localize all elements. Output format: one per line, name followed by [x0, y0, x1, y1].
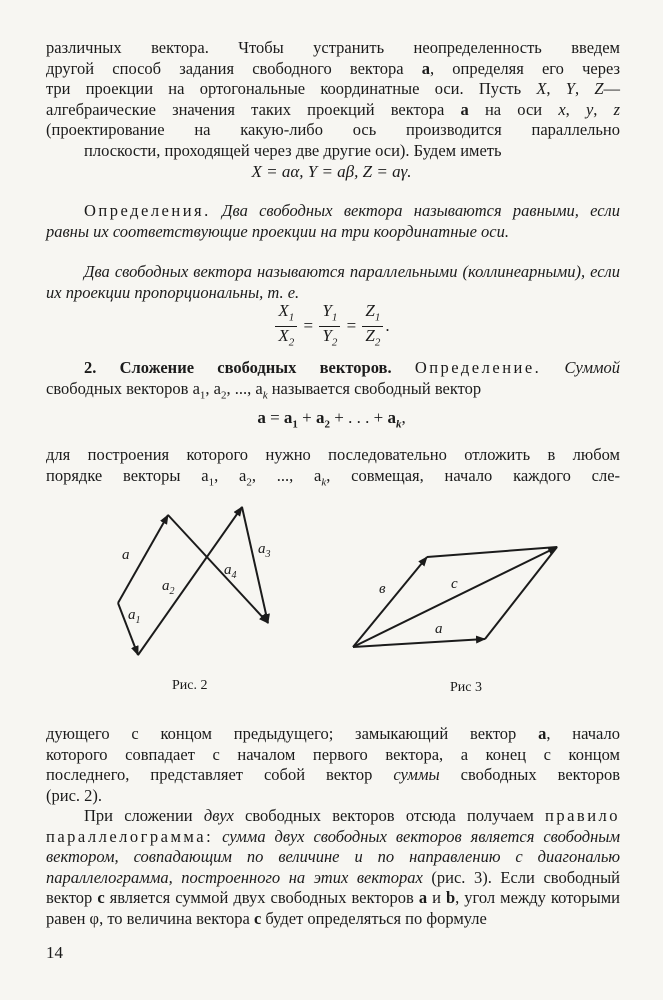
section-addition — [46, 358, 620, 405]
formula-proportion — [0, 302, 663, 352]
text: , ..., a — [226, 378, 263, 398]
dash: — — [603, 79, 621, 98]
subscript: 1 — [292, 418, 298, 431]
subscript: k — [262, 388, 268, 401]
paragraph-closing-vector — [46, 724, 620, 806]
text: которого совпадает с началом первого вектора, а конец с концом — [46, 744, 620, 764]
line — [46, 765, 620, 786]
plus: + . . . + — [330, 408, 388, 427]
text: и — [427, 888, 446, 907]
vector-c: c — [253, 908, 262, 928]
equals: = — [346, 315, 357, 335]
plus: + — [297, 408, 316, 427]
definition-heading: Определение. — [414, 358, 542, 377]
label-b: в — [379, 581, 386, 597]
vector-a: a — [418, 888, 428, 907]
var-Z: Z — [594, 79, 604, 98]
vector-c-arrow — [353, 547, 557, 647]
label-subscript: 4 — [231, 570, 237, 581]
definition-text: Два свободных вектора называются равными, если равны их соответствующие проекции на три координатные оси. — [46, 201, 620, 241]
label-letter: a — [128, 607, 136, 623]
figure-3-parallelogram — [345, 535, 570, 660]
text: три проекции на ортогональные координатные оси. Пусть — [46, 79, 537, 98]
definition-text: Суммой — [541, 358, 621, 377]
equals: = — [303, 315, 314, 335]
text: на оси — [468, 99, 559, 119]
label-a: a — [122, 547, 130, 563]
text: алгебраические значения таких проекций вектора — [46, 99, 461, 119]
figure-2-vector-sum — [100, 495, 290, 670]
text: (рис. 3). Если свободный вектор — [46, 867, 621, 907]
text: порядке векторы a — [46, 465, 209, 485]
subscript: 2 — [331, 336, 338, 349]
line — [46, 79, 620, 100]
equals: = — [265, 408, 284, 427]
denominator — [275, 327, 297, 351]
label-letter: a — [162, 578, 170, 594]
symbol: a — [283, 408, 293, 427]
section-title: 2. Сложение свободных векторов. — [84, 358, 392, 377]
text: различных вектора. Чтобы устранить неопределенность введем — [46, 38, 620, 57]
subscript: 1 — [331, 311, 338, 324]
text: , a — [205, 378, 221, 398]
text: последнего, представляет собой вектор — [46, 765, 394, 784]
definition-text: Два свободных вектора называются параллельными (коллинеарными), если их проекции пропорциональны, т. е. — [46, 262, 620, 302]
line — [46, 466, 620, 493]
subscript: 1 — [208, 475, 215, 488]
label-c: c — [451, 576, 458, 592]
line — [46, 100, 620, 121]
caption-fig-3: Рис 3 — [450, 680, 482, 695]
fraction-y — [319, 302, 340, 352]
line — [46, 786, 620, 807]
subscript: 2 — [324, 418, 330, 431]
text: свободных векторов a — [46, 378, 200, 398]
page-number: 14 — [46, 943, 63, 962]
side-right — [485, 547, 557, 639]
text: , определяя его через — [429, 58, 620, 78]
definition-parallel — [46, 262, 620, 303]
line — [46, 141, 620, 162]
rule-text: сумма двух свободных векторов является свободным вектором, совпадающим по величине и по направлению с диагональю параллелограмма, построенного на этих векторах — [46, 826, 620, 887]
text: дующего с концом предыдущего; замыкающий вектор — [46, 724, 539, 743]
text: будет определяться по формуле — [261, 908, 487, 928]
vector-a4-arrow — [168, 515, 268, 623]
comma: , — [593, 99, 614, 119]
label-a3 — [258, 541, 271, 560]
text: является суммой двух свободных векторов — [104, 888, 419, 907]
var-Y: Y — [565, 79, 575, 98]
symbol: X — [278, 301, 289, 320]
label-subscript: 2 — [169, 586, 175, 597]
label-a1 — [128, 607, 141, 626]
numerator — [362, 302, 383, 327]
var-X: X — [536, 79, 547, 98]
text: называется свободный вектор — [267, 378, 482, 398]
label-letter: a — [224, 562, 232, 578]
definition-heading: Определения. — [84, 201, 211, 220]
vector-b-arrow — [353, 557, 427, 647]
text: , совмещая, начало каждого сле- — [326, 465, 621, 485]
paragraph-construction — [46, 445, 620, 492]
vector-a: a — [421, 58, 430, 78]
subscript: 2 — [374, 336, 381, 349]
emphasis: двух — [203, 806, 234, 825]
denominator — [362, 327, 383, 351]
symbol: Y — [322, 326, 332, 346]
text: другой способ задания свободного вектора — [46, 58, 422, 78]
line — [46, 445, 620, 466]
label-a2 — [162, 578, 175, 597]
text: , a — [214, 465, 247, 485]
comma: , — [574, 79, 595, 98]
comma: , — [565, 99, 586, 119]
text: для построения которого нужно последовательно отложить в любом — [46, 445, 620, 464]
symbol: Y — [322, 301, 332, 320]
vector-a2-arrow — [135, 507, 242, 655]
formula-sum — [0, 408, 663, 430]
period: . — [385, 315, 390, 335]
subscript: k — [395, 418, 402, 431]
line — [46, 38, 620, 59]
text: , ..., a — [251, 465, 322, 485]
numerator — [319, 302, 340, 327]
label-subscript: 1 — [135, 615, 141, 626]
label-letter: a — [258, 541, 266, 557]
var-z: z — [613, 99, 621, 119]
subscript: 2 — [246, 475, 252, 488]
line — [46, 120, 620, 141]
fraction-z — [362, 302, 383, 352]
subscript: 1 — [374, 311, 381, 324]
paragraph-projections — [46, 38, 620, 161]
var-x: x — [558, 99, 566, 119]
emphasis: суммы — [393, 765, 440, 784]
subscript: k — [321, 475, 327, 488]
symbol: Z — [365, 326, 375, 346]
vector-a3-arrow — [242, 507, 268, 623]
symbol: X — [278, 326, 289, 346]
text: (проектирование на какую-либо ось производится параллельно — [46, 120, 620, 139]
subscript: 2 — [288, 336, 295, 349]
label-subscript: 3 — [265, 549, 271, 560]
fraction-x — [275, 302, 297, 352]
label-a: a — [435, 621, 443, 637]
numerator — [275, 302, 297, 327]
comma: , — [546, 79, 566, 98]
subscript: 1 — [288, 311, 295, 324]
vector-b: b — [445, 888, 456, 907]
text: При сложении — [84, 806, 204, 825]
line — [46, 59, 620, 80]
text: , начало — [546, 724, 620, 743]
rule-name: правило параллелограмма: — [46, 806, 621, 846]
text: свободных векторов — [439, 765, 620, 784]
paragraph-parallelogram-rule — [46, 806, 620, 929]
line — [46, 745, 620, 766]
var-y: y — [585, 99, 594, 119]
symbol: a — [387, 408, 396, 427]
line — [46, 379, 620, 406]
subscript: 2 — [220, 388, 227, 401]
vector-a: a — [538, 724, 547, 743]
subscript: 1 — [199, 388, 206, 401]
line — [46, 724, 620, 745]
symbol: a — [316, 408, 325, 427]
text: , угол между которыми равен φ, то величина вектора — [46, 888, 620, 928]
vector-a-arrow — [353, 639, 485, 647]
symbol: a — [257, 408, 266, 427]
text: (рис. 2). — [46, 785, 103, 805]
text: свободных векторов отсюда получаем — [233, 806, 545, 825]
caption-fig-2: Рис. 2 — [172, 678, 208, 693]
symbol: Z — [365, 301, 375, 320]
vector-c: c — [97, 888, 105, 907]
line — [46, 358, 620, 379]
definition-equal — [46, 201, 620, 242]
vector-a: a — [460, 99, 469, 119]
formula-projections: X = aα, Y = aβ, Z = aγ. — [251, 162, 412, 181]
denominator — [319, 327, 340, 351]
comma: , — [401, 408, 406, 427]
text: плоскости, проходящей через две другие оси). Будем иметь — [84, 140, 502, 160]
